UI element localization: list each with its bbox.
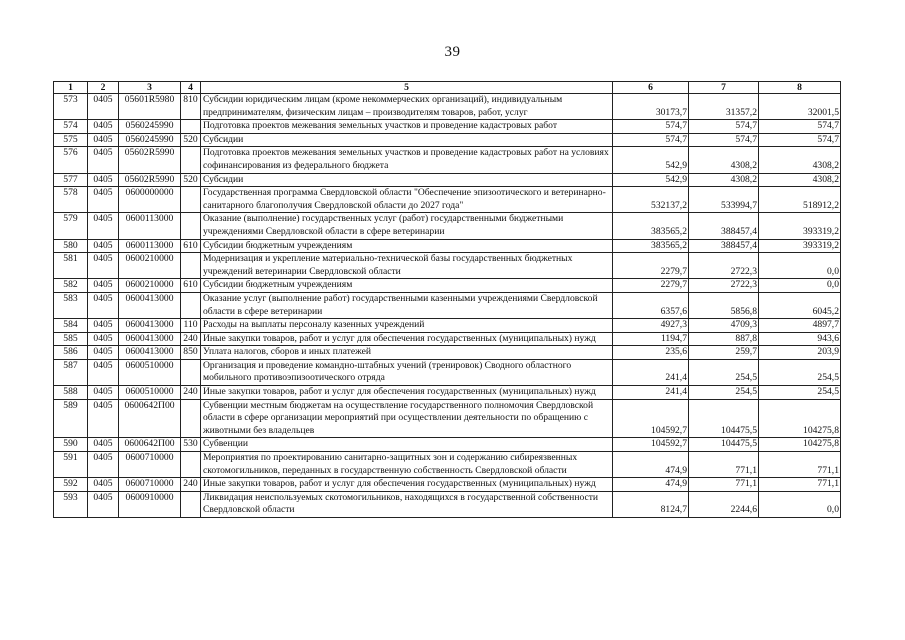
description-cell: Расходы на выплаты персоналу казенных учреждений <box>201 319 613 333</box>
column-header: 8 <box>759 82 841 94</box>
expense-type-cell <box>181 292 201 318</box>
row-number-cell: 573 <box>54 94 88 120</box>
amount-cell: 104592,7 <box>613 438 689 452</box>
description-cell: Субвенции местным бюджетам на осуществление государственного полномочия Свердловской области в сфере организации мероприятий при осуществлении деятельности по обращению с животными без владельцев <box>201 399 613 438</box>
expense-type-cell <box>181 120 201 134</box>
amount-cell: 104475,5 <box>689 438 759 452</box>
expense-type-cell: 610 <box>181 239 201 253</box>
amount-cell: 235,6 <box>613 346 689 360</box>
section-code-cell: 0405 <box>88 292 119 318</box>
section-code-cell: 0405 <box>88 478 119 492</box>
expense-type-cell: 520 <box>181 133 201 147</box>
amount-cell: 254,5 <box>689 359 759 385</box>
section-code-cell: 0405 <box>88 491 119 517</box>
row-number-cell: 582 <box>54 279 88 293</box>
row-number-cell: 583 <box>54 292 88 318</box>
target-code-cell: 0600642П00 <box>119 399 181 438</box>
row-number-cell: 577 <box>54 173 88 187</box>
expense-type-cell <box>181 399 201 438</box>
target-code-cell: 05601R5980 <box>119 94 181 120</box>
expense-type-cell <box>181 147 201 173</box>
row-number-cell: 574 <box>54 120 88 134</box>
description-cell: Мероприятия по проектированию санитарно-защитных зон и содержанию сибиреязвенных скотомогильников, переданных в государственную собственность Свердловской области <box>201 452 613 478</box>
column-header: 7 <box>689 82 759 94</box>
amount-cell: 574,7 <box>613 120 689 134</box>
amount-cell: 574,7 <box>759 120 841 134</box>
amount-cell: 104475,5 <box>689 399 759 438</box>
amount-cell: 574,7 <box>759 133 841 147</box>
amount-cell: 474,9 <box>613 452 689 478</box>
section-code-cell: 0405 <box>88 386 119 400</box>
section-code-cell: 0405 <box>88 133 119 147</box>
description-cell: Ликвидация неиспользуемых скотомогильников, находящихся в государственной собственности Свердловской области <box>201 491 613 517</box>
target-code-cell: 0600113000 <box>119 239 181 253</box>
row-number-cell: 580 <box>54 239 88 253</box>
amount-cell: 533994,7 <box>689 187 759 213</box>
expense-type-cell <box>181 253 201 279</box>
section-code-cell: 0405 <box>88 94 119 120</box>
amount-cell: 574,7 <box>689 120 759 134</box>
row-number-cell: 586 <box>54 346 88 360</box>
amount-cell: 30173,7 <box>613 94 689 120</box>
section-code-cell: 0405 <box>88 253 119 279</box>
table-row <box>54 94 841 120</box>
section-code-cell: 0405 <box>88 359 119 385</box>
amount-cell: 254,5 <box>759 359 841 385</box>
amount-cell: 4308,2 <box>689 173 759 187</box>
expense-type-cell: 530 <box>181 438 201 452</box>
amount-cell: 518912,2 <box>759 187 841 213</box>
table-row <box>54 213 841 239</box>
amount-cell: 254,5 <box>759 386 841 400</box>
expense-type-cell <box>181 187 201 213</box>
expense-type-cell: 520 <box>181 173 201 187</box>
table-row <box>54 133 841 147</box>
table-row <box>54 491 841 517</box>
description-cell: Подготовка проектов межевания земельных участков и проведение кадастровых работ <box>201 120 613 134</box>
amount-cell: 771,1 <box>759 452 841 478</box>
table-row <box>54 253 841 279</box>
section-code-cell: 0405 <box>88 120 119 134</box>
target-code-cell: 0600510000 <box>119 386 181 400</box>
row-number-cell: 579 <box>54 213 88 239</box>
expense-type-cell <box>181 491 201 517</box>
row-number-cell: 590 <box>54 438 88 452</box>
column-header: 2 <box>88 82 119 94</box>
amount-cell: 31357,2 <box>689 94 759 120</box>
column-header: 4 <box>181 82 201 94</box>
row-number-cell: 588 <box>54 386 88 400</box>
amount-cell: 771,1 <box>689 452 759 478</box>
target-code-cell: 0600510000 <box>119 359 181 385</box>
column-header: 3 <box>119 82 181 94</box>
table-row <box>54 332 841 346</box>
amount-cell: 542,9 <box>613 173 689 187</box>
table-row <box>54 187 841 213</box>
amount-cell: 943,6 <box>759 332 841 346</box>
description-cell: Оказание (выполнение) государственных услуг (работ) государственными бюджетными учреждениями Свердловской области в сфере ветеринарии <box>201 213 613 239</box>
amount-cell: 5856,8 <box>689 292 759 318</box>
description-cell: Субвенции <box>201 438 613 452</box>
table-row <box>54 120 841 134</box>
amount-cell: 2722,3 <box>689 279 759 293</box>
amount-cell: 887,8 <box>689 332 759 346</box>
description-cell: Оказание услуг (выполнение работ) государственными казенными учреждениями Свердловской области в сфере ветеринарии <box>201 292 613 318</box>
amount-cell: 241,4 <box>613 359 689 385</box>
amount-cell: 4927,3 <box>613 319 689 333</box>
expense-type-cell <box>181 213 201 239</box>
target-code-cell: 0600642П00 <box>119 438 181 452</box>
table-row <box>54 147 841 173</box>
amount-cell: 383565,2 <box>613 213 689 239</box>
amount-cell: 393319,2 <box>759 213 841 239</box>
table-header-row <box>54 82 841 94</box>
expense-type-cell: 810 <box>181 94 201 120</box>
amount-cell: 2279,7 <box>613 279 689 293</box>
expense-type-cell: 240 <box>181 332 201 346</box>
amount-cell: 254,5 <box>689 386 759 400</box>
table-row <box>54 279 841 293</box>
table-row <box>54 359 841 385</box>
section-code-cell: 0405 <box>88 147 119 173</box>
row-number-cell: 585 <box>54 332 88 346</box>
section-code-cell: 0405 <box>88 187 119 213</box>
table-row <box>54 399 841 438</box>
amount-cell: 104592,7 <box>613 399 689 438</box>
amount-cell: 532137,2 <box>613 187 689 213</box>
description-cell: Субсидии юридическим лицам (кроме некоммерческих организаций), индивидуальным предпринимателям, физическим лицам – производителям товаров, работ, услуг <box>201 94 613 120</box>
expense-type-cell: 110 <box>181 319 201 333</box>
table-row <box>54 452 841 478</box>
row-number-cell: 576 <box>54 147 88 173</box>
amount-cell: 4308,2 <box>759 147 841 173</box>
target-code-cell: 0600910000 <box>119 491 181 517</box>
target-code-cell: 05602R5990 <box>119 173 181 187</box>
expense-type-cell: 850 <box>181 346 201 360</box>
amount-cell: 383565,2 <box>613 239 689 253</box>
row-number-cell: 581 <box>54 253 88 279</box>
amount-cell: 0,0 <box>759 279 841 293</box>
description-cell: Субсидии <box>201 173 613 187</box>
amount-cell: 2722,3 <box>689 253 759 279</box>
page-number: 39 <box>444 44 461 60</box>
target-code-cell: 0600113000 <box>119 213 181 239</box>
expense-type-cell: 240 <box>181 478 201 492</box>
amount-cell: 574,7 <box>613 133 689 147</box>
amount-cell: 6357,6 <box>613 292 689 318</box>
amount-cell: 474,9 <box>613 478 689 492</box>
section-code-cell: 0405 <box>88 319 119 333</box>
section-code-cell: 0405 <box>88 346 119 360</box>
amount-cell: 1194,7 <box>613 332 689 346</box>
target-code-cell: 0560245990 <box>119 120 181 134</box>
table-row <box>54 239 841 253</box>
target-code-cell: 0560245990 <box>119 133 181 147</box>
description-cell: Иные закупки товаров, работ и услуг для обеспечения государственных (муниципальных) нужд <box>201 478 613 492</box>
description-cell: Субсидии бюджетным учреждениям <box>201 279 613 293</box>
budget-table <box>53 81 841 518</box>
amount-cell: 259,7 <box>689 346 759 360</box>
target-code-cell: 0600210000 <box>119 279 181 293</box>
amount-cell: 2279,7 <box>613 253 689 279</box>
amount-cell: 0,0 <box>759 491 841 517</box>
amount-cell: 2244,6 <box>689 491 759 517</box>
target-code-cell: 0600413000 <box>119 346 181 360</box>
amount-cell: 32001,5 <box>759 94 841 120</box>
section-code-cell: 0405 <box>88 332 119 346</box>
table-row <box>54 346 841 360</box>
row-number-cell: 575 <box>54 133 88 147</box>
amount-cell: 574,7 <box>689 133 759 147</box>
amount-cell: 4709,3 <box>689 319 759 333</box>
row-number-cell: 589 <box>54 399 88 438</box>
target-code-cell: 05602R5990 <box>119 147 181 173</box>
target-code-cell: 0600710000 <box>119 452 181 478</box>
section-code-cell: 0405 <box>88 239 119 253</box>
section-code-cell: 0405 <box>88 173 119 187</box>
column-header: 5 <box>201 82 613 94</box>
row-number-cell: 591 <box>54 452 88 478</box>
table-row <box>54 292 841 318</box>
amount-cell: 4308,2 <box>759 173 841 187</box>
target-code-cell: 0600413000 <box>119 319 181 333</box>
expense-type-cell: 240 <box>181 386 201 400</box>
column-header: 1 <box>54 82 88 94</box>
amount-cell: 241,4 <box>613 386 689 400</box>
description-cell: Субсидии <box>201 133 613 147</box>
section-code-cell: 0405 <box>88 452 119 478</box>
target-code-cell: 0600210000 <box>119 253 181 279</box>
table-body <box>54 94 841 518</box>
description-cell: Организация и проведение командно-штабных учений (тренировок) Сводного областного мобильного противоэпизоотического отряда <box>201 359 613 385</box>
target-code-cell: 0600413000 <box>119 332 181 346</box>
table-row <box>54 438 841 452</box>
target-code-cell: 0600413000 <box>119 292 181 318</box>
row-number-cell: 587 <box>54 359 88 385</box>
amount-cell: 388457,4 <box>689 239 759 253</box>
section-code-cell: 0405 <box>88 399 119 438</box>
amount-cell: 104275,8 <box>759 438 841 452</box>
amount-cell: 542,9 <box>613 147 689 173</box>
description-cell: Подготовка проектов межевания земельных участков и проведение кадастровых работ на условиях софинансирования из федерального бюджета <box>201 147 613 173</box>
description-cell: Модернизация и укрепление материально-технической базы государственных бюджетных учреждений ветеринарии Свердловской области <box>201 253 613 279</box>
row-number-cell: 593 <box>54 491 88 517</box>
amount-cell: 4308,2 <box>689 147 759 173</box>
table-row <box>54 386 841 400</box>
description-cell: Государственная программа Свердловской области "Обеспечение эпизоотического и ветеринарно-санитарного благополучия Свердловской области до 2027 года" <box>201 187 613 213</box>
description-cell: Субсидии бюджетным учреждениям <box>201 239 613 253</box>
amount-cell: 8124,7 <box>613 491 689 517</box>
section-code-cell: 0405 <box>88 438 119 452</box>
amount-cell: 0,0 <box>759 253 841 279</box>
amount-cell: 4897,7 <box>759 319 841 333</box>
description-cell: Иные закупки товаров, работ и услуг для обеспечения государственных (муниципальных) нужд <box>201 332 613 346</box>
amount-cell: 771,1 <box>689 478 759 492</box>
expense-type-cell <box>181 359 201 385</box>
row-number-cell: 584 <box>54 319 88 333</box>
amount-cell: 393319,2 <box>759 239 841 253</box>
table-row <box>54 319 841 333</box>
description-cell: Уплата налогов, сборов и иных платежей <box>201 346 613 360</box>
target-code-cell: 0600710000 <box>119 478 181 492</box>
row-number-cell: 578 <box>54 187 88 213</box>
amount-cell: 6045,2 <box>759 292 841 318</box>
expense-type-cell: 610 <box>181 279 201 293</box>
amount-cell: 388457,4 <box>689 213 759 239</box>
target-code-cell: 0600000000 <box>119 187 181 213</box>
section-code-cell: 0405 <box>88 213 119 239</box>
table-row <box>54 478 841 492</box>
description-cell: Иные закупки товаров, работ и услуг для обеспечения государственных (муниципальных) нужд <box>201 386 613 400</box>
table-row <box>54 173 841 187</box>
expense-type-cell <box>181 452 201 478</box>
column-header: 6 <box>613 82 689 94</box>
row-number-cell: 592 <box>54 478 88 492</box>
amount-cell: 203,9 <box>759 346 841 360</box>
amount-cell: 104275,8 <box>759 399 841 438</box>
section-code-cell: 0405 <box>88 279 119 293</box>
amount-cell: 771,1 <box>759 478 841 492</box>
